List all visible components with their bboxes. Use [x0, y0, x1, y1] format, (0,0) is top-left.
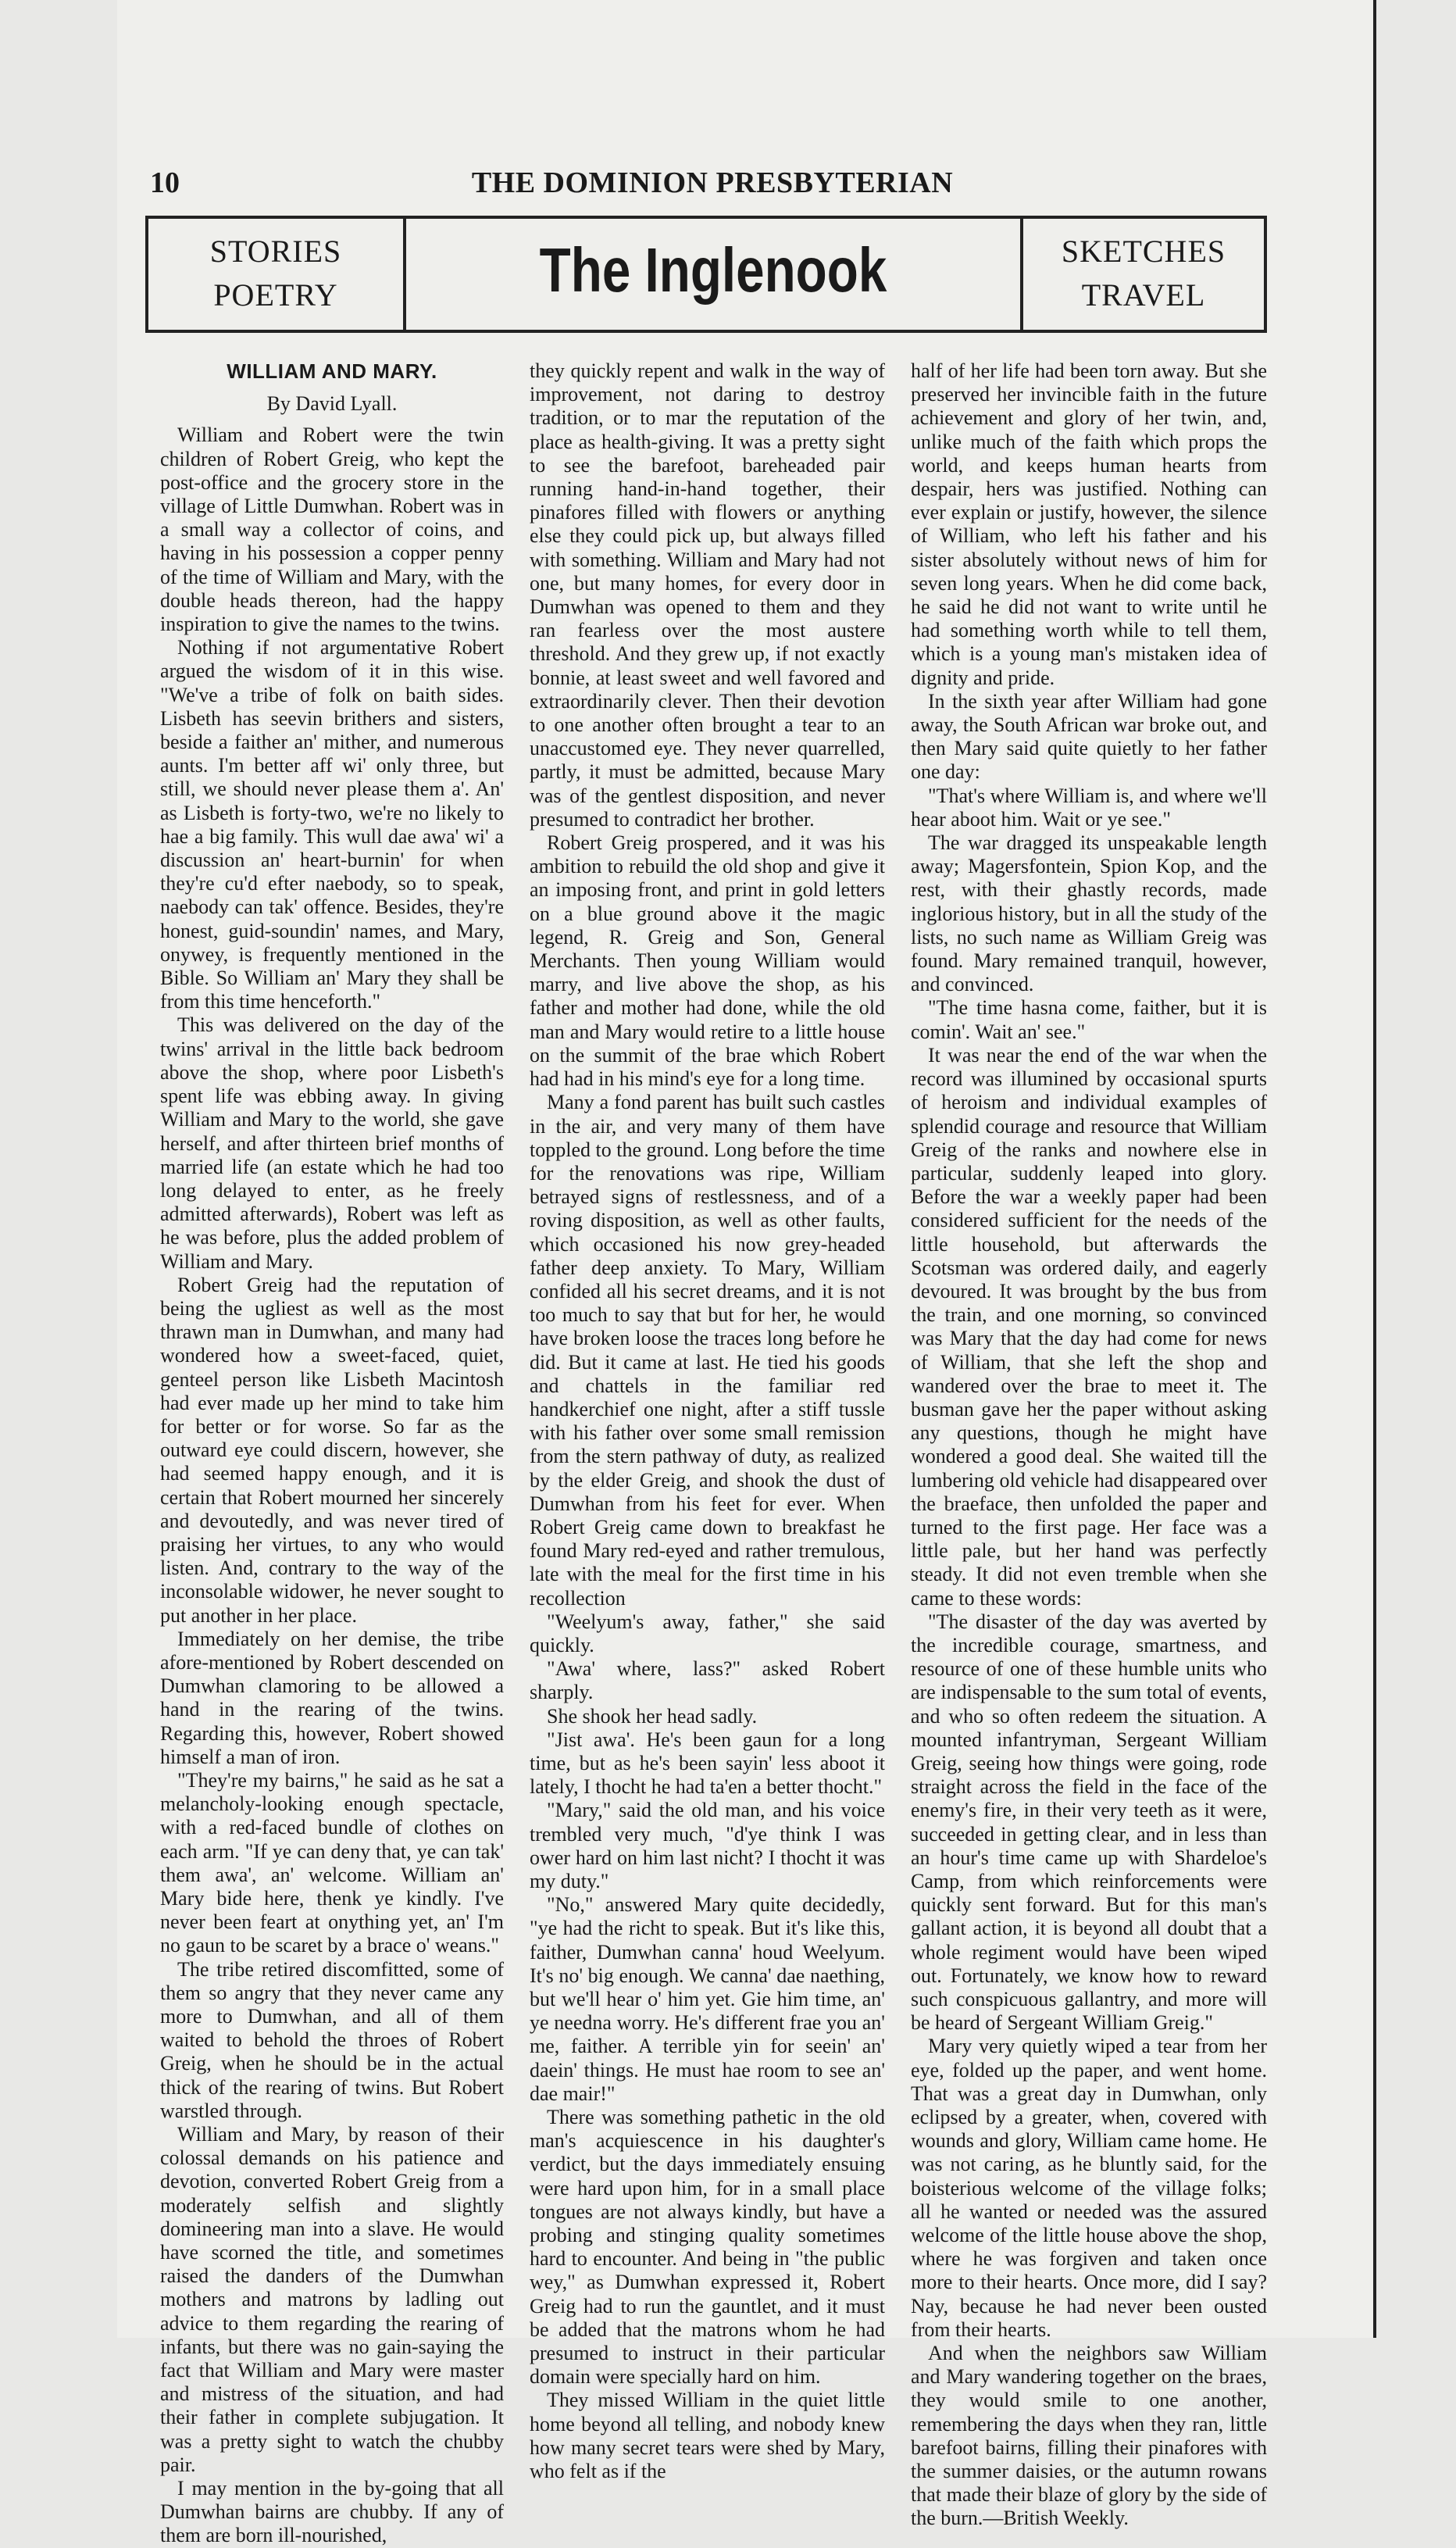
banner-left-box — [148, 219, 406, 330]
paragraph: This was delivered on the day of the twins' arrival in the little back bedroom above the shop, where poor Lisbeth's spent life was ebbing away. In giving William and Mary to the world, she gave herself, and after thirteen brief months of married life (an estate which he had too long delayed to enter, as he freely admitted afterwards), Robert was left as he was before, plus the added problem of William and Mary. — [160, 1013, 504, 1273]
paragraph: There was something pathetic in the old man's acquiescence in his daughter's verdict, but the days immediately ensuing were hard upon him, for in a small place tongues are not always kindly, but have a probing and stinging quality sometimes hard to encounter. And being in "the public wey," as Dumwhan expressed it, Robert Greig had to run the gauntlet, and it must be added that the matrons whom he had presumed to instruct in their particular domain were specially hard on him. — [530, 2106, 885, 2389]
paragraph: It was near the end of the war when the record was illumined by occasional spurts of heroism and individual examples of splendid courage and resource that William Greig of the ranks and nowhere else in particular, suddenly leaped into glory. Before the war a weekly paper had been considered sufficient for the needs of the little household, but afterwards the Scotsman was ordered daily, and eagerly devoured. It was brought by the bus from the train, and one morning, so convinced was Mary that the day had come for news of William, that she left the shop and wandered over the brae to meet it. The busman gave her the paper without asking any questions, though he might have wondered a good deal. She waited till the lumbering old vehicle had disappeared over the braeface, then unfolded the paper and turned to the first page. Her face was a little pale, but her hand was perfectly steady. It did not even tremble when she came to these words: — [911, 1043, 1267, 1610]
paragraph: "Jist awa'. He's been gaun for a long time, but as he's been sayin' less aboot it lately, I thocht he had ta'en a better thocht." — [530, 1728, 885, 1799]
paragraph: She shook her head sadly. — [547, 1704, 758, 1728]
banner-left-line2: POETRY — [213, 277, 338, 313]
paragraph: And when the neighbors saw William and Mary wandering together on the braes, they would smile to one another, remembering the days when they ran, little barefoot bairns, filling their pinafores with the summer daisies, or the autumn rowans that made their blaze of glory by the side of the burn.—British Weekly. — [911, 2342, 1267, 2530]
paragraph: "Awa' where, lass?" asked Robert sharply. — [530, 1657, 885, 1704]
paragraph: "No," answered Mary quite decidedly, "ye had the richt to speak. But it's like this, faither, Dumwhan canna' houd Weelyum. It's no' big enough. We canna' dae naething, but we'll hear o' him yet. Gie him time, an' ye needna worry. He's different frae you an' me, faither. A terrible yin for seein' an' daein' things. He must hae room to see an' dae mair!" — [530, 1893, 885, 2105]
paragraph: "The disaster of the day was averted by the incredible courage, smartness, and resource of one of these humble units who are indispensable to the sum total of events, and who so often redeem the situation. A mounted infantryman, Sergeant William Greig, seeing how things were going, rode straight across the field in the face of the enemy's fire, in their very teeth as it were, succeeded in getting clear, and in less than an hour's time came up with Shardeloe's Camp, from which reinforcements were quickly sent forward. But for this man's gallant action, it is beyond all doubt that a whole regiment would have been wiped out. Fortunately, we know how to reward such conspicuous gallantry, and more will be heard of Sergeant William Greig." — [911, 1610, 1267, 2035]
section-heading: The Inglenook — [539, 235, 887, 305]
paragraph: They missed William in the quiet little home beyond all telling, and nobody knew how many secret tears were shed by Mary, who felt as if the — [530, 2389, 885, 2483]
paragraph: The tribe retired discomfitted, some of them so angry that they never came any more to Dumwhan, and all of them waited to behold the throes of Robert Greig, when he should be in the actual thick of the rearing of twins. But Robert warstled through. — [160, 1957, 504, 2122]
paragraph: The war dragged its unspeakable length away; Magersfontein, Spion Kop, and the rest, with their ghastly records, made inglorious history, but in all the study of the lists, no such name as William Greig was found. Mary remained tranquil, however, and convinced. — [911, 831, 1267, 996]
paragraph: "That's where William is, and where we'll hear aboot him. Wait or ye see." — [911, 784, 1267, 831]
banner-left-line1: STORIES — [209, 234, 342, 269]
story-title: WILLIAM AND MARY. — [227, 359, 437, 383]
banner-right-line2: TRAVEL — [1081, 277, 1206, 313]
paragraph: Robert Greig had the reputation of being the ugliest as well as the most thrawn man in Dumwhan, and many had wondered how a sweet-faced, quiet, genteel person like Lisbeth Macintosh had ever made up her mind to take him for better or for worse. So far as the outward eye could discern, however, she had seemed happy enough, and it is certain that Robert mourned her sincerely and devoutedly, and was never tired of praising her virtues, to any who would listen. And, contrary to the way of the inconsolable widower, he never sought to put another in her place. — [160, 1273, 504, 1627]
paragraph: Many a fond parent has built such castles in the air, and very many of them have toppled to the ground. Long before the time for the renovations was ripe, William betrayed signs of restlessness, and of a roving disposition, as well as other faults, which occasioned his now grey-headed father deep anxiety. To Mary, William confided all his secret dreams, and it is not too much to say that but for her, he would have broken loose the traces long before he did. But it came at last. He tied his goods and chattels in the familiar red handkerchief one night, after a stiff tussle with his father over some small remission from the stern pathway of duty, as realized by the elder Greig, and shook the dust of Dumwhan from his feet for ever. When Robert Greig came down to breakfast he found Mary red-eyed and rather tremulous, late with the meal for the first time in his recollection — [530, 1091, 885, 1610]
paragraph: Nothing if not argumentative Robert argued the wisdom of it in this wise. "We've a tribe of folk on baith sides. Lisbeth has seevin brithers and sisters, beside a faither an' mither, and numerous aunts. I'm better aff wi' only three, but still, we should never please them a'. An' as Lisbeth is forty-two, we're no likely to hae a big family. This wull dae awa' wi' a discussion an' heart-burnin' for when they're cu'd efter naebody, so to speak, naebody can tak' offence. Besides, they're honest, guid-soundin' names, and Mary, onywey, is frequently mentioned in the Bible. So William an' Mary they shall be from this time henceforth." — [160, 636, 504, 1013]
paragraph: Immediately on her demise, the tribe afore-mentioned by Robert descended on Dumwhan clamoring to be allowed a hand in the rearing of the twins. Regarding this, however, Robert showed himself a man of iron. — [160, 1627, 504, 1768]
banner-center — [406, 219, 1020, 330]
paragraph: In the sixth year after William had gone away, the South African war broke out, and then Mary said quite quietly to her father one day: — [911, 689, 1267, 784]
paragraph: "The time hasna come, faither, but it is comin'. Wait an' see." — [911, 996, 1267, 1043]
column-2 — [530, 359, 885, 2483]
paragraph: William and Mary, by reason of their colossal demands on his patience and devotion, converted Robert Greig from a moderately selfish and slightly domineering man into a slave. He would have scorned the title, and sometimes raised the danders of the Dumwhan mothers and matrons by ladling out advice to them regarding the rearing of infants, but there was no gain-saying the fact that William and Mary were master and mistress of the situation, and had their father in complete subjugation. It was a pretty sight to watch the chubby pair. — [160, 2123, 504, 2476]
story-byline: By David Lyall. — [266, 392, 398, 416]
page-edge — [1373, 0, 1376, 2338]
paragraph: they quickly repent and walk in the way of improvement, not daring to destroy tradition, or to mar the reputation of the place as health-giving. It was a pretty sight to see the barefoot, bareheaded pair running hand-in-hand together, their pinafores filled with flowers or anything else they could pick up, but always filled with something. William and Mary had not one, but many homes, for every door in Dumwhan was opened to them and they ran fearless over the most austere threshold. And they grew up, if not exactly bonnie, at least sweet and well favored and extraordinarily clever. Then their devotion to one another often brought a tear to an unaccustomed eye. They never quarrelled, partly, it must be admitted, because Mary was of the gentlest disposition, and never presumed to contradict her brother. — [530, 359, 885, 831]
paragraph: "Weelyum's away, father," she said quickly. — [530, 1610, 885, 1656]
paragraph: "Mary," said the old man, and his voice trembled very much, "d'ye think I was ower hard on him last nicht? I thocht it was my duty." — [530, 1799, 885, 1892]
banner-right-box — [1020, 219, 1264, 330]
running-header — [150, 166, 1275, 205]
column-3 — [911, 359, 1267, 2531]
banner-right-line1: SKETCHES — [1061, 234, 1226, 269]
section-banner — [145, 216, 1267, 333]
paragraph: Mary very quietly wiped a tear from her eye, folded up the paper, and went home. That was a great day in Dumwhan, only eclipsed by a greater, when, covered with wounds and glory, William came home. He was not caring, as he bluntly said, for the boisterious welcome of the village folks; all he wanted or needed was the assured welcome of the little house above the shop, where he was forgiven and taken once more to their hearts. Once more, did I say? Nay, because he had never been ousted from their hearts. — [911, 2035, 1267, 2341]
paragraph: Robert Greig prospered, and it was his ambition to rebuild the old shop and give it an imposing front, and print in gold letters on a blue ground above it the magic legend, R. Greig and Son, General Merchants. Then young William would marry, and live above the shop, as his father and mother had done, while the old man and Mary would retire to a little house on the summit of the brae which Robert had had in his mind's eye for a long time. — [530, 831, 885, 1091]
paragraph: "They're my bairns," he said as he sat a melancholy-looking enough spectacle, with a red-faced bundle of clothes on each arm. "If ye can deny that, ye can tak' them awa', an' welcome. William an' Mary bide here, thenk ye kindly. I've never been feart at onything yet, an' I'm no gaun to be scaret by a brace o' weans." — [160, 1768, 504, 1957]
paragraph: half of her life had been torn away. But she preserved her invincible faith in the future achievement and glory of her twin, and, unlike much of the faith which props the world, and keeps human hearts from despair, hers was justified. Nothing can ever explain or justify, however, the silence of William, who left his father and his sister absolutely without news of him for seven long years. When he did come back, he said he did not want to write until he had something worth while to tell them, which is a young man's mistaken idea of dignity and pride. — [911, 359, 1267, 689]
page-number: 10 — [150, 166, 180, 199]
publication-title: THE DOMINION PRESBYTERIAN — [471, 166, 954, 199]
column-1 — [160, 359, 504, 2548]
paragraph: I may mention in the by-going that all Dumwhan bairns are chubby. If any of them are born ill-nourished, — [160, 2477, 504, 2547]
paragraph: William and Robert were the twin children of Robert Greig, who kept the post-office and the grocery store in the village of Little Dumwhan. Robert was in a small way a collector of coins, and having in his possession a copper penny of the time of William and Mary, with the double heads thereon, had the happy inspiration to give the names to the twins. — [160, 423, 504, 636]
